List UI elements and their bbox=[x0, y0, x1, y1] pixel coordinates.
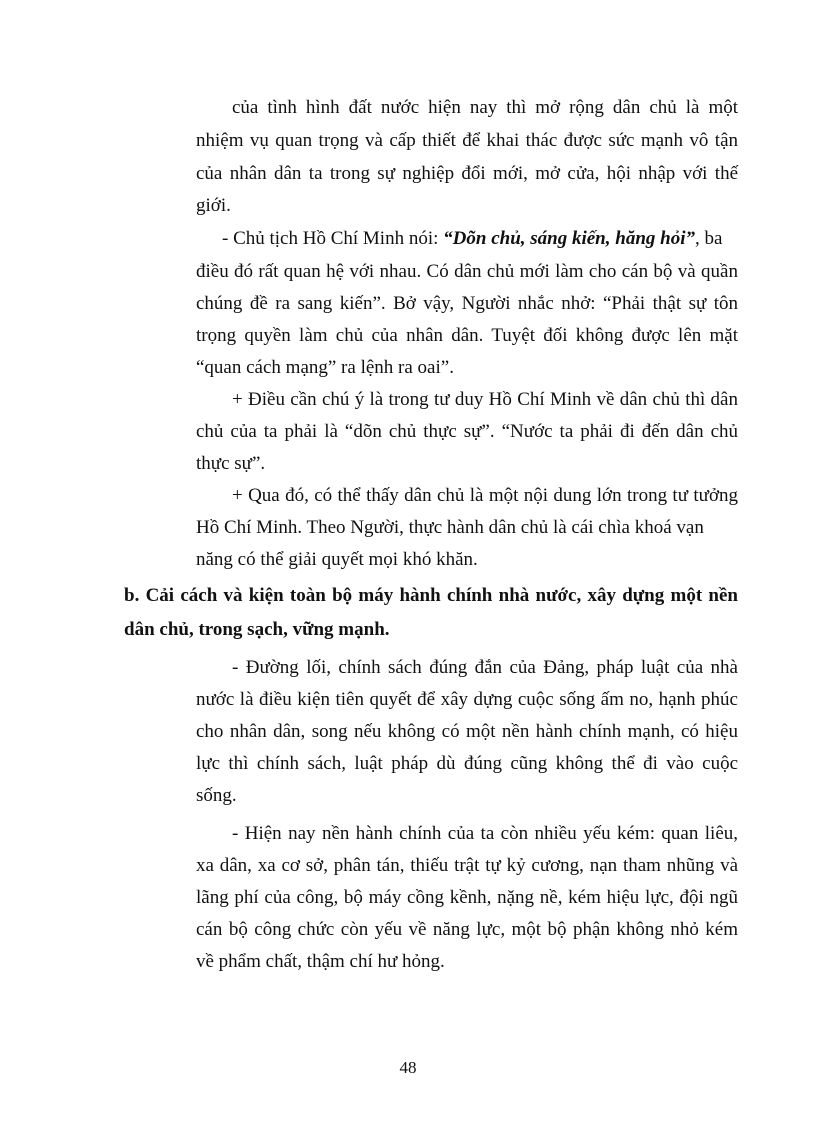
text-line: cho nhân dân, song nếu không có một nền hành chính mạnh, có hiệu bbox=[196, 721, 738, 742]
text-line: năng có thể giải quyết mọi khó khăn. bbox=[196, 549, 478, 570]
text-line: điều đó rất quan hệ với nhau. Có dân chủ mới làm cho cán bộ và quần bbox=[196, 261, 738, 282]
text-line: Hồ Chí Minh. Theo Người, thực hành dân chủ là cái chìa khoá vạn bbox=[196, 517, 704, 538]
text-line: về phẩm chất, thậm chí hư hỏng. bbox=[196, 951, 445, 972]
text-line: nhiệm vụ quan trọng và cấp thiết để khai thác được sức mạnh vô tận bbox=[196, 130, 738, 151]
text-line: + Điều cần chú ý là trong tư duy Hồ Chí Minh về dân chủ thì dân bbox=[232, 389, 738, 410]
text-line: “quan cách mạng” ra lệnh ra oai”. bbox=[196, 357, 454, 378]
section-heading: dân chủ, trong sạch, vững mạnh. bbox=[124, 619, 390, 640]
section-heading: b. Cải cách và kiện toàn bộ máy hành chính nhà nước, xây dựng một nền bbox=[124, 585, 738, 606]
text-line: của tình hình đất nước hiện nay thì mở rộng dân chủ là một bbox=[232, 97, 738, 118]
text-line: trọng quyền làm chủ của nhân dân. Tuyệt đối không được lên mặt bbox=[196, 325, 738, 346]
text-line: - Đường lối, chính sách đúng đắn của Đảng, pháp luật của nhà bbox=[232, 657, 738, 678]
text-line: thực sự”. bbox=[196, 453, 266, 474]
text-line: giới. bbox=[196, 195, 231, 216]
text-line: chúng đề ra sang kiến”. Bở vậy, Người nhắc nhở: “Phải thật sự tôn bbox=[196, 293, 738, 314]
page-number: 48 bbox=[399, 1058, 417, 1077]
text-line: - Hiện nay nền hành chính của ta còn nhiều yếu kém: quan liêu, bbox=[232, 823, 738, 844]
text-line: lãng phí của công, bộ máy cồng kềnh, nặng nề, kém hiệu lực, đội ngũ bbox=[196, 887, 738, 908]
text-line: + Qua đó, có thể thấy dân chủ là một nội dung lớn trong tư tưởng bbox=[232, 485, 738, 506]
text-line: lực thì chính sách, luật pháp dù đúng cũng không thể đi vào cuộc bbox=[196, 753, 738, 774]
text-line bbox=[222, 227, 738, 251]
emphasized-quote: “Dõn chủ, sáng kiến, hăng hỏi” bbox=[443, 228, 695, 249]
quote-intro: - Chủ tịch Hồ Chí Minh nói: “Dõn chủ, sáng kiến, hăng hỏi”, ba bbox=[222, 228, 723, 249]
text-line: sống. bbox=[196, 785, 237, 806]
text-line: chủ của ta phải là “dõn chủ thực sự”. “Nước ta phải đi đến dân chủ bbox=[196, 421, 738, 442]
text-line: xa dân, xa cơ sở, phân tán, thiếu trật tự kỷ cương, nạn tham nhũng và bbox=[196, 855, 738, 876]
text-line: của nhân dân ta trong sự nghiệp đổi mới, mở cửa, hội nhập với thế bbox=[196, 163, 738, 184]
text-line: cán bộ công chức còn yếu về năng lực, một bộ phận không nhỏ kém bbox=[196, 919, 738, 940]
text-line: nước là điều kiện tiên quyết để xây dựng cuộc sống ấm no, hạnh phúc bbox=[196, 689, 738, 710]
